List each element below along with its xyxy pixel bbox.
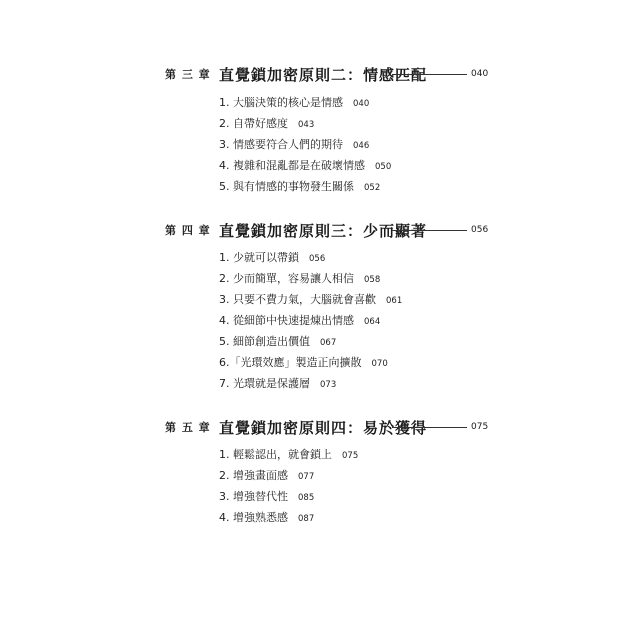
chapter-title: 直覺鎖加密原則二：情感匹配 — [219, 66, 428, 84]
toc-item[interactable] — [219, 291, 402, 307]
chapter-page-number: 075 — [471, 422, 489, 432]
toc-item[interactable] — [219, 115, 314, 131]
toc-item-text: 5. 細節創造出價值 — [219, 335, 310, 348]
toc-item-page: 046 — [353, 141, 370, 151]
toc-item-page: 058 — [364, 275, 381, 285]
leader-line — [392, 74, 467, 75]
toc-item-text: 3. 只要不費力氣，大腦就會喜歡 — [219, 293, 376, 306]
toc-item-text: 1. 少就可以帶鎖 — [219, 251, 299, 264]
chapter-label: 第 五 章 — [165, 421, 211, 434]
toc-item-page: 050 — [375, 162, 392, 172]
chapter-label: 第 三 章 — [165, 68, 211, 81]
toc-item-page: 085 — [298, 493, 315, 503]
toc-item-text: 2. 增強畫面感 — [219, 469, 288, 482]
chapter-page-number: 040 — [471, 69, 489, 79]
toc-item-text: 7. 光環就是保護層 — [219, 377, 310, 390]
toc-item-page: 061 — [386, 296, 403, 306]
chapter-page-number: 056 — [471, 225, 489, 235]
toc-item-text: 4. 增強熟悉感 — [219, 511, 288, 524]
toc-item-page: 043 — [298, 120, 315, 130]
toc-item[interactable] — [219, 178, 380, 194]
toc-item-text: 3. 情感要符合人們的期待 — [219, 138, 343, 151]
toc-item-page: 052 — [364, 183, 381, 193]
toc-item[interactable] — [219, 94, 369, 110]
toc-item-text: 3. 增強替代性 — [219, 490, 288, 503]
toc-item-page: 040 — [353, 99, 370, 109]
toc-item-text: 4. 從細節中快速提煉出情感 — [219, 314, 354, 327]
toc-item-page: 087 — [298, 514, 315, 524]
toc-item-text: 4. 複雜和混亂都是在破壞情感 — [219, 159, 365, 172]
toc-item-text: 2. 自帶好感度 — [219, 117, 288, 130]
toc-item[interactable] — [219, 467, 314, 483]
toc-item[interactable] — [219, 488, 314, 504]
toc-item-text: 5. 與有情感的事物發生關係 — [219, 180, 354, 193]
chapter-label: 第 四 章 — [165, 224, 211, 237]
toc-item-text: 1. 輕鬆認出，就會鎖上 — [219, 448, 332, 461]
toc-item[interactable] — [219, 136, 369, 152]
toc-item[interactable] — [219, 354, 388, 370]
toc-item-page: 064 — [364, 317, 381, 327]
toc-item[interactable] — [219, 446, 358, 462]
toc-item-page: 067 — [320, 338, 337, 348]
toc-item-page: 056 — [309, 254, 326, 264]
toc-item[interactable] — [219, 509, 314, 525]
toc-item[interactable] — [219, 312, 380, 328]
toc-item-page: 075 — [342, 451, 359, 461]
chapter-title: 直覺鎖加密原則四：易於獲得 — [219, 419, 428, 437]
toc-item-text: 6.「光環效應」製造正向擴散 — [219, 356, 362, 369]
toc-item[interactable] — [219, 375, 336, 391]
leader-line — [392, 230, 467, 231]
toc-item-page: 073 — [320, 380, 337, 390]
leader-line — [392, 427, 467, 428]
chapter-title: 直覺鎖加密原則三：少而顯著 — [219, 222, 428, 240]
toc-item[interactable] — [219, 249, 325, 265]
toc-item[interactable] — [219, 270, 380, 286]
toc-item[interactable] — [219, 333, 336, 349]
toc-item[interactable] — [219, 157, 391, 173]
toc-item-page: 077 — [298, 472, 315, 482]
toc-item-text: 1. 大腦決策的核心是情感 — [219, 96, 343, 109]
toc-item-page: 070 — [371, 359, 388, 369]
toc-item-text: 2. 少而簡單，容易讓人相信 — [219, 272, 354, 285]
